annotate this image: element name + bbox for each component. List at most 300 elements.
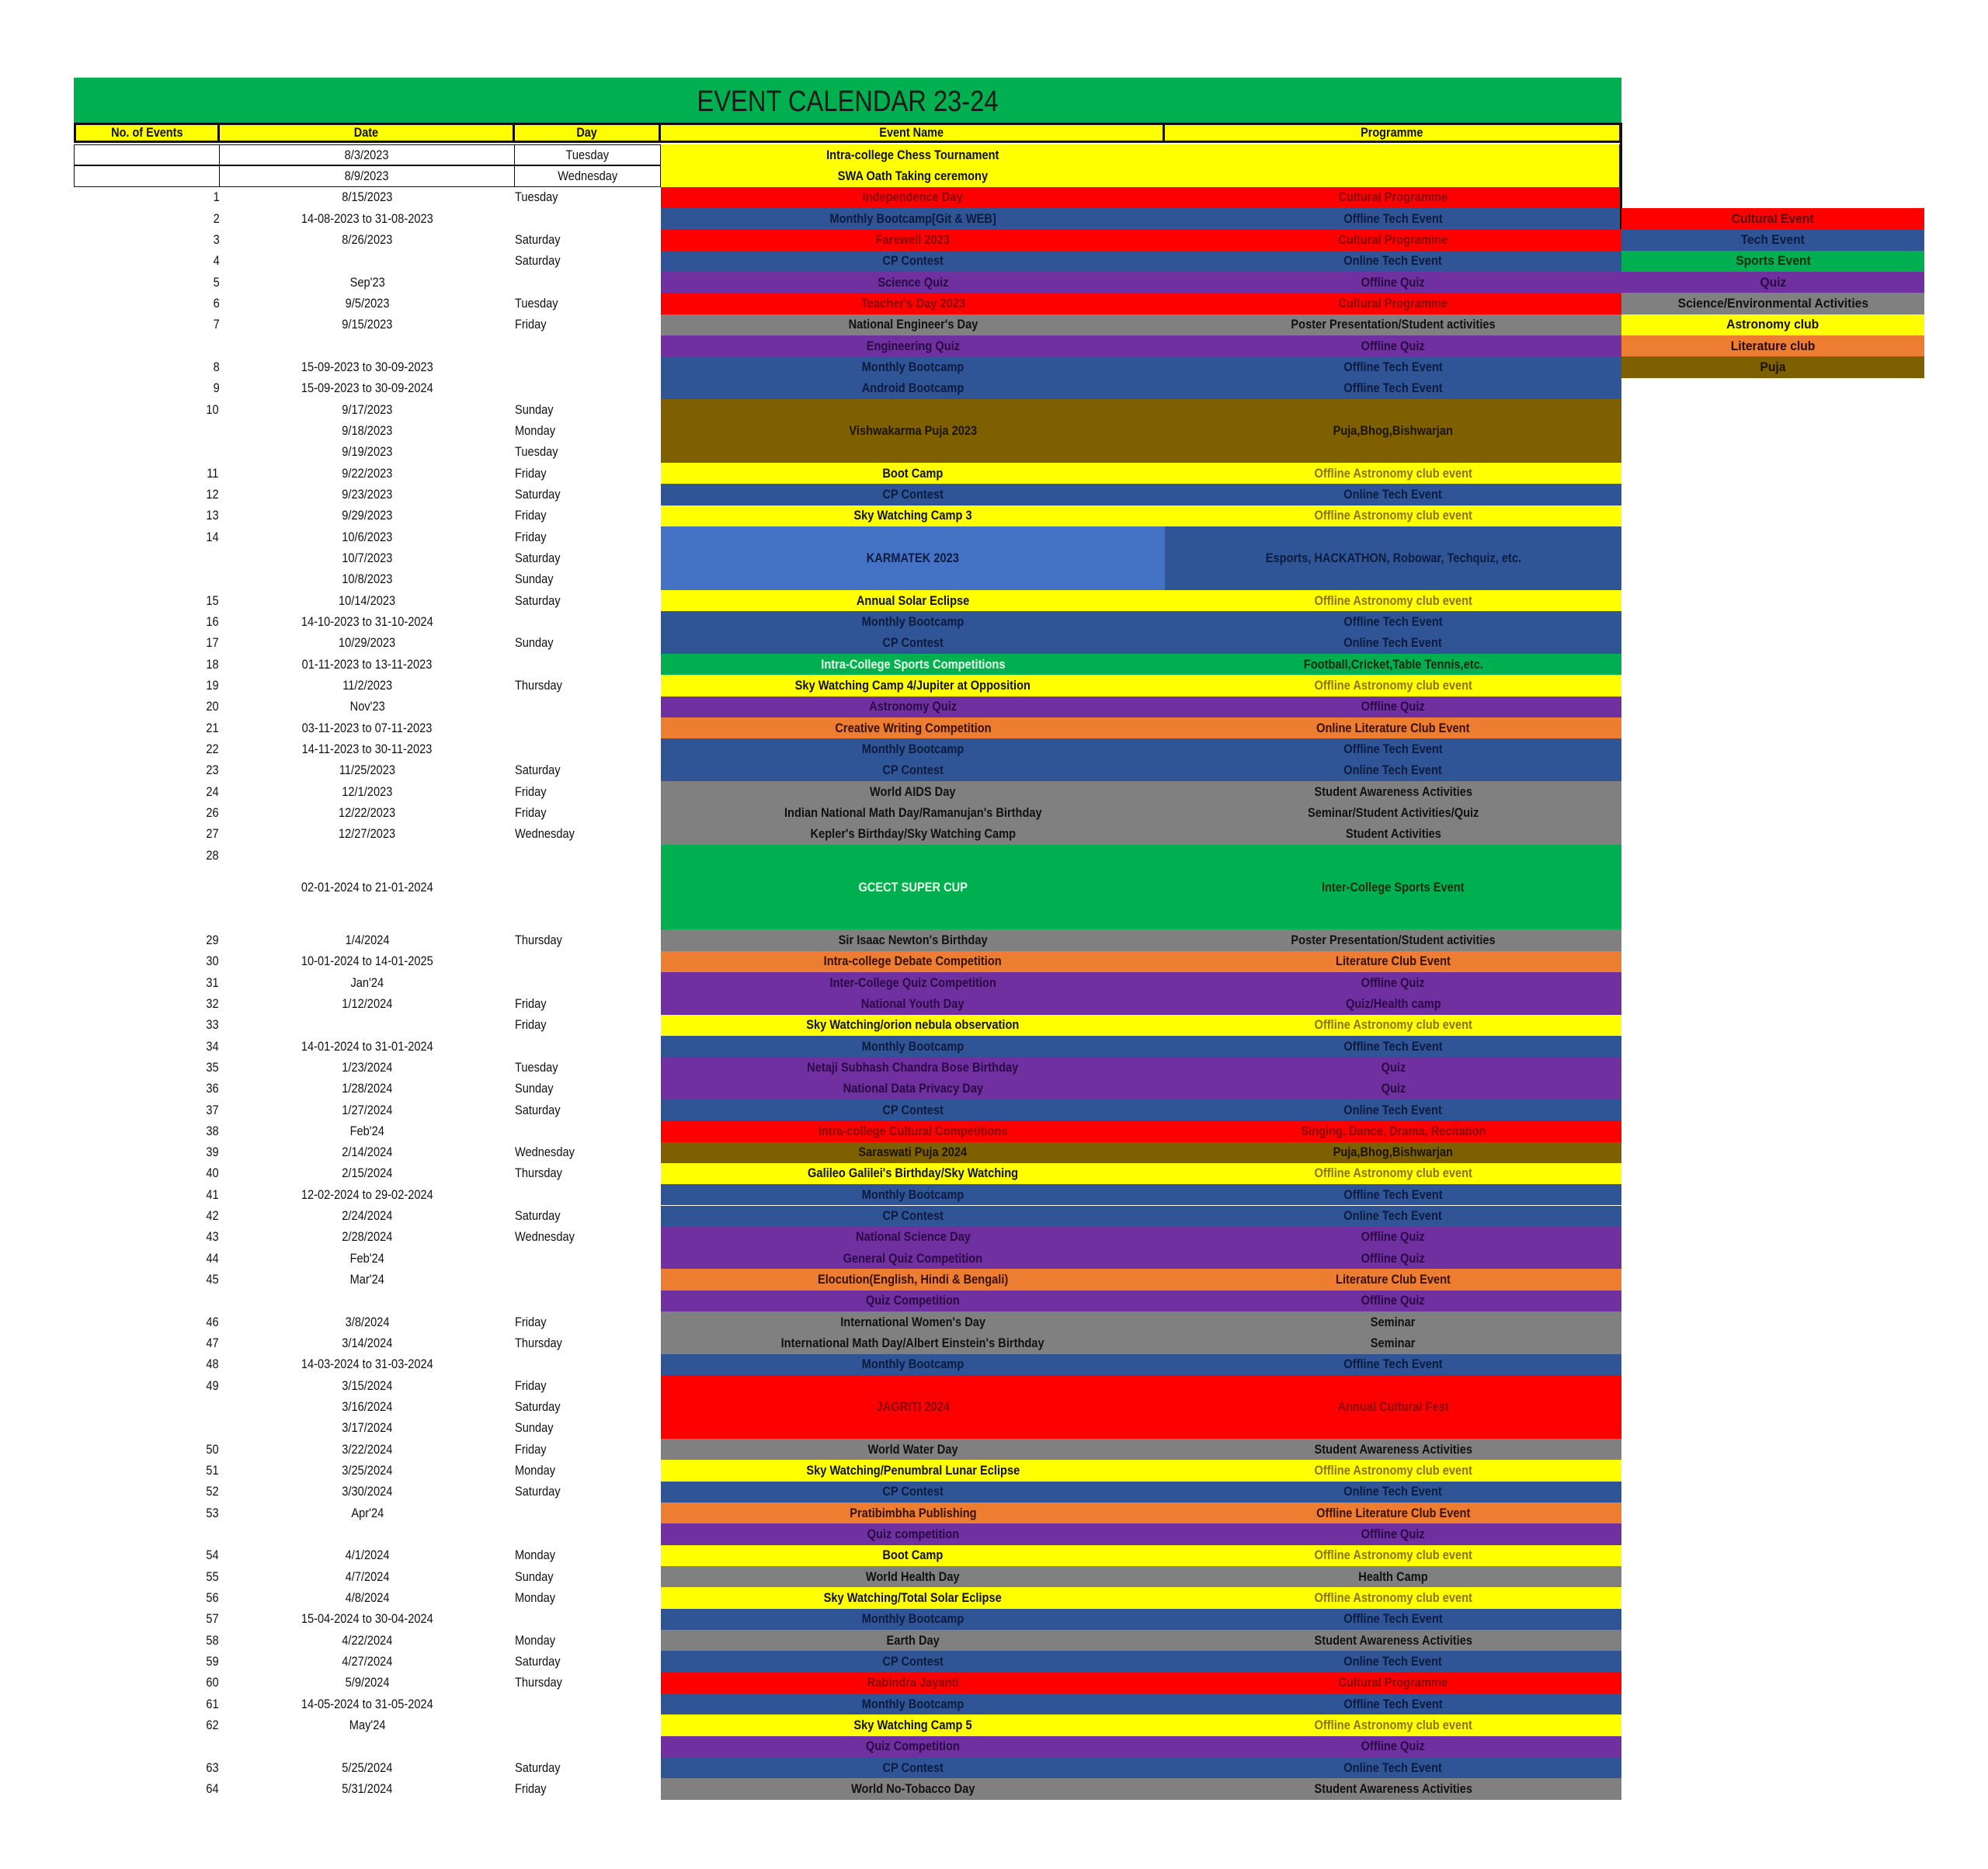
event-name-text: CP Contest bbox=[882, 253, 944, 269]
event-day bbox=[515, 314, 661, 335]
event-day bbox=[515, 165, 661, 186]
event-name bbox=[661, 399, 1165, 463]
event-number bbox=[74, 165, 220, 186]
event-name bbox=[661, 760, 1165, 781]
event-date bbox=[220, 1291, 515, 1311]
event-name-text: National Data Privacy Day bbox=[843, 1081, 983, 1096]
event-programme-text: Online Tech Event bbox=[1343, 1484, 1443, 1499]
event-number bbox=[74, 356, 220, 377]
event-programme bbox=[1165, 505, 1621, 526]
event-day-text: Friday bbox=[515, 783, 547, 799]
legend-item-science bbox=[1621, 293, 1924, 314]
event-name bbox=[661, 1651, 1165, 1672]
event-day bbox=[515, 1694, 661, 1714]
event-programme-text: Singing, Dance, Drama, Recitation bbox=[1300, 1123, 1486, 1138]
event-number-text: 63 bbox=[206, 1760, 219, 1775]
table-row bbox=[0, 1523, 1988, 1544]
event-programme bbox=[1165, 1354, 1621, 1375]
event-programme-text: Inter-College Sports Event bbox=[1322, 879, 1465, 895]
event-programme-text: Offline Tech Event bbox=[1343, 359, 1443, 374]
event-date bbox=[220, 993, 515, 1014]
event-name bbox=[661, 929, 1165, 950]
event-day bbox=[515, 463, 661, 484]
event-date-text: 3/14/2024 bbox=[342, 1336, 393, 1351]
event-name bbox=[661, 1354, 1165, 1375]
event-name bbox=[661, 1248, 1165, 1269]
event-number bbox=[74, 675, 220, 696]
table-row bbox=[0, 1694, 1988, 1714]
event-number-text: 11 bbox=[207, 465, 219, 481]
event-day bbox=[515, 697, 661, 717]
event-name bbox=[661, 675, 1165, 696]
event-date bbox=[220, 420, 515, 441]
event-programme-text: Poster Presentation/Student activities bbox=[1291, 317, 1496, 332]
event-name bbox=[661, 1545, 1165, 1566]
event-number-text: 60 bbox=[206, 1675, 219, 1690]
event-name-text: Monthly Bootcamp bbox=[861, 1696, 964, 1711]
event-number bbox=[74, 1332, 220, 1353]
table-row bbox=[0, 1036, 1988, 1057]
event-programme bbox=[1165, 1163, 1621, 1184]
event-day bbox=[515, 1248, 661, 1269]
event-day-text: Wednesday bbox=[515, 1229, 575, 1245]
event-day-text: Friday bbox=[515, 508, 547, 523]
title-band bbox=[74, 78, 1621, 123]
event-name-text: International Math Day/Albert Einstein's Birthday bbox=[780, 1336, 1044, 1351]
event-day-text: Friday bbox=[515, 317, 547, 332]
event-name bbox=[661, 1311, 1165, 1332]
event-day bbox=[515, 738, 661, 759]
event-date-text: 11/2/2023 bbox=[342, 677, 392, 693]
table-row bbox=[0, 1354, 1988, 1375]
event-number bbox=[74, 972, 220, 993]
event-programme bbox=[1165, 1757, 1621, 1778]
event-day bbox=[515, 1757, 661, 1778]
event-date-text: 9/5/2023 bbox=[345, 295, 390, 311]
table-row bbox=[0, 590, 1988, 611]
event-date bbox=[220, 356, 515, 377]
event-date-text: 1/28/2024 bbox=[342, 1081, 393, 1096]
header-date bbox=[220, 123, 515, 143]
event-name-text: World Health Day bbox=[866, 1569, 960, 1584]
event-name bbox=[661, 1714, 1165, 1735]
event-day bbox=[515, 144, 661, 165]
event-programme bbox=[1165, 1587, 1621, 1608]
event-day-text: Thursday bbox=[515, 677, 562, 693]
table-row bbox=[0, 1311, 1988, 1332]
legend-item-sports bbox=[1621, 251, 1924, 272]
event-day bbox=[515, 526, 661, 547]
event-day bbox=[515, 951, 661, 972]
event-programme bbox=[1165, 611, 1621, 632]
header-day-label: Day bbox=[576, 125, 597, 140]
event-number-text: 51 bbox=[206, 1463, 219, 1478]
event-number bbox=[74, 697, 220, 717]
table-row bbox=[0, 399, 1988, 463]
event-number-text: 23 bbox=[206, 763, 219, 778]
event-number bbox=[74, 208, 220, 229]
event-programme bbox=[1165, 1120, 1621, 1141]
event-date bbox=[220, 1079, 515, 1100]
event-date bbox=[220, 1184, 515, 1205]
event-programme-text: Cultural Programme bbox=[1338, 295, 1448, 311]
event-programme bbox=[1165, 760, 1621, 781]
event-day bbox=[515, 824, 661, 845]
event-day bbox=[515, 1227, 661, 1248]
event-date-text: 02-01-2024 to 21-01-2024 bbox=[301, 879, 433, 895]
event-name bbox=[661, 1757, 1165, 1778]
event-programme bbox=[1165, 1502, 1621, 1523]
event-programme bbox=[1165, 824, 1621, 845]
event-day-text: Friday bbox=[515, 995, 547, 1011]
event-name-text: Quiz Competition bbox=[865, 1739, 961, 1754]
event-name-text: CP Contest bbox=[882, 1654, 944, 1669]
event-programme bbox=[1165, 633, 1621, 654]
event-day-text: Thursday bbox=[515, 1675, 562, 1690]
event-name-text: Monthly Bootcamp bbox=[861, 1611, 964, 1627]
table-row bbox=[0, 633, 1988, 654]
event-programme-text: Student Awareness Activities bbox=[1314, 1781, 1472, 1797]
event-name-text: Sky Watching Camp 5 bbox=[853, 1718, 972, 1733]
event-programme bbox=[1165, 1227, 1621, 1248]
event-name-text: KARMATEK 2023 bbox=[866, 550, 960, 565]
event-number bbox=[74, 1651, 220, 1672]
event-programme bbox=[1165, 1311, 1621, 1332]
event-number bbox=[74, 824, 220, 845]
legend-label: Puja bbox=[1760, 359, 1786, 374]
event-date bbox=[220, 1694, 515, 1714]
event-programme bbox=[1165, 229, 1621, 250]
event-date bbox=[220, 1375, 515, 1396]
event-date bbox=[220, 1248, 515, 1269]
event-date-text: 1/12/2024 bbox=[342, 995, 393, 1011]
event-date-text: 9/23/2023 bbox=[342, 486, 393, 502]
event-number-text: 56 bbox=[206, 1590, 219, 1606]
event-date-text: 12/27/2023 bbox=[339, 826, 396, 842]
event-programme-text: Offline Quiz bbox=[1361, 274, 1426, 290]
table-row bbox=[0, 1545, 1988, 1566]
event-programme bbox=[1165, 144, 1621, 165]
event-date-text: 14-10-2023 to 31-10-2024 bbox=[301, 613, 433, 629]
event-day bbox=[515, 1354, 661, 1375]
event-number bbox=[74, 1375, 220, 1396]
event-number bbox=[74, 1673, 220, 1694]
event-date bbox=[220, 1120, 515, 1141]
event-day bbox=[515, 1396, 661, 1417]
event-programme-text: Offline Astronomy club event bbox=[1314, 592, 1472, 608]
event-name bbox=[661, 1673, 1165, 1694]
event-date-text: 10/14/2023 bbox=[339, 592, 396, 608]
event-day-text: Saturday bbox=[515, 1760, 561, 1775]
event-programme-text: Offline Astronomy club event bbox=[1314, 677, 1472, 693]
event-programme bbox=[1165, 1184, 1621, 1205]
event-programme bbox=[1165, 1100, 1621, 1120]
event-number bbox=[74, 951, 220, 972]
event-day-text: Sunday bbox=[515, 1420, 554, 1436]
event-day bbox=[515, 929, 661, 950]
event-name-text: Monthly Bootcamp bbox=[861, 741, 964, 756]
event-name bbox=[661, 1439, 1165, 1460]
event-number bbox=[74, 251, 220, 272]
event-name bbox=[661, 1142, 1165, 1163]
event-programme-text: Student Activities bbox=[1345, 826, 1441, 842]
event-day bbox=[515, 993, 661, 1014]
table-row bbox=[0, 1778, 1988, 1799]
event-programme-text: Online Tech Event bbox=[1343, 763, 1443, 778]
event-programme bbox=[1165, 293, 1621, 314]
event-number bbox=[74, 1184, 220, 1205]
event-date-text: 10/6/2023 bbox=[342, 529, 393, 544]
event-name bbox=[661, 1630, 1165, 1651]
event-programme-text: Online Tech Event bbox=[1343, 1760, 1443, 1775]
event-day-text: Friday bbox=[515, 529, 547, 544]
event-name bbox=[661, 1291, 1165, 1311]
event-date-text: 4/1/2024 bbox=[345, 1548, 390, 1563]
event-number-text: 16 bbox=[206, 613, 219, 629]
event-date-text: 14-05-2024 to 31-05-2024 bbox=[301, 1696, 433, 1711]
event-day bbox=[515, 675, 661, 696]
event-day bbox=[515, 1630, 661, 1651]
event-programme bbox=[1165, 356, 1621, 377]
event-date-text: Sep'23 bbox=[349, 274, 385, 290]
event-number-text: 49 bbox=[206, 1377, 219, 1393]
event-number bbox=[74, 590, 220, 611]
event-programme-text: Online Tech Event bbox=[1343, 1654, 1443, 1669]
event-date bbox=[220, 697, 515, 717]
event-number-text: 31 bbox=[206, 974, 219, 990]
event-date-text: 1/4/2024 bbox=[345, 932, 390, 947]
event-programme bbox=[1165, 165, 1621, 186]
event-name bbox=[661, 208, 1165, 229]
event-date bbox=[220, 951, 515, 972]
event-number bbox=[74, 1523, 220, 1544]
event-day bbox=[515, 1015, 661, 1036]
event-name-text: Sky Watching Camp 4/Jupiter at Opposition bbox=[794, 677, 1031, 693]
event-day bbox=[515, 1439, 661, 1460]
event-date bbox=[220, 929, 515, 950]
event-name bbox=[661, 1120, 1165, 1141]
event-programme bbox=[1165, 1609, 1621, 1630]
event-name-text: CP Contest bbox=[882, 1102, 944, 1117]
event-date bbox=[220, 505, 515, 526]
event-day bbox=[515, 1651, 661, 1672]
event-number bbox=[74, 1757, 220, 1778]
event-name bbox=[661, 1375, 1165, 1439]
event-programme bbox=[1165, 802, 1621, 823]
event-day bbox=[515, 654, 661, 675]
event-date bbox=[220, 1778, 515, 1799]
event-name-text: Sky Watching Camp 3 bbox=[853, 508, 972, 523]
event-name-text: Earth Day bbox=[886, 1632, 940, 1648]
event-date bbox=[220, 1439, 515, 1460]
event-date bbox=[220, 1100, 515, 1120]
event-name bbox=[661, 293, 1165, 314]
event-date-text: 9/18/2023 bbox=[342, 422, 393, 438]
event-date bbox=[220, 1630, 515, 1651]
event-name bbox=[661, 633, 1165, 654]
event-name-text: Sir Isaac Newton's Birthday bbox=[838, 932, 988, 947]
event-date bbox=[220, 1354, 515, 1375]
event-date-text: 3/17/2024 bbox=[342, 1420, 393, 1436]
event-number bbox=[74, 845, 220, 866]
event-date bbox=[220, 1609, 515, 1630]
event-number-text: 62 bbox=[206, 1718, 219, 1733]
table-row bbox=[0, 1757, 1988, 1778]
event-number-text: 8 bbox=[213, 359, 220, 374]
event-date bbox=[220, 1502, 515, 1523]
event-number bbox=[74, 1291, 220, 1311]
event-number bbox=[74, 633, 220, 654]
event-day-text: Tuesday bbox=[565, 147, 610, 162]
event-name bbox=[661, 463, 1165, 484]
event-name-text: Boot Camp bbox=[882, 465, 944, 481]
header-no-of-events bbox=[74, 123, 220, 143]
event-date-text: 15-04-2024 to 30-04-2024 bbox=[301, 1611, 433, 1627]
table-row bbox=[0, 1269, 1988, 1290]
event-day-text: Sunday bbox=[515, 401, 554, 417]
event-number-text: 4 bbox=[213, 253, 220, 269]
event-name bbox=[661, 165, 1165, 186]
event-day bbox=[515, 1418, 661, 1439]
event-date bbox=[220, 314, 515, 335]
legend-item-astronomy bbox=[1621, 314, 1924, 335]
event-name-text: Sky Watching/orion nebula observation bbox=[806, 1017, 1020, 1033]
event-day-text: Saturday bbox=[515, 1208, 561, 1224]
event-programme-text: Online Tech Event bbox=[1343, 635, 1443, 651]
event-name bbox=[661, 951, 1165, 972]
event-name bbox=[661, 526, 1165, 590]
event-date bbox=[220, 675, 515, 696]
event-day bbox=[515, 1736, 661, 1757]
event-programme-text: Offline Quiz bbox=[1361, 1229, 1426, 1245]
event-programme-text: Student Awareness Activities bbox=[1314, 1632, 1472, 1648]
event-date bbox=[220, 463, 515, 484]
event-date-text: 10-01-2024 to 14-01-2025 bbox=[301, 954, 433, 969]
event-programme bbox=[1165, 1079, 1621, 1100]
event-programme bbox=[1165, 1269, 1621, 1290]
event-programme-text: Cultural Programme bbox=[1338, 231, 1448, 247]
event-programme bbox=[1165, 1015, 1621, 1036]
table-row bbox=[0, 484, 1988, 505]
event-day bbox=[515, 1673, 661, 1694]
event-name bbox=[661, 1736, 1165, 1757]
table-row bbox=[0, 1714, 1988, 1735]
event-number-text: 6 bbox=[213, 295, 220, 311]
event-date-text: 2/15/2024 bbox=[342, 1166, 393, 1181]
table-row bbox=[0, 1439, 1988, 1460]
event-number-text: 59 bbox=[206, 1654, 219, 1669]
event-programme-text: Offline Tech Event bbox=[1343, 613, 1443, 629]
event-date bbox=[220, 1523, 515, 1544]
event-number bbox=[74, 993, 220, 1014]
event-day bbox=[515, 760, 661, 781]
event-name-text: World No-Tobacco Day bbox=[850, 1781, 975, 1797]
table-row bbox=[0, 1142, 1988, 1163]
event-date bbox=[220, 738, 515, 759]
event-number bbox=[74, 463, 220, 484]
event-day bbox=[515, 1206, 661, 1227]
event-number bbox=[74, 378, 220, 399]
event-name-text: Monthly Bootcamp bbox=[861, 1038, 964, 1054]
event-programme-text: Offline Astronomy club event bbox=[1314, 1718, 1472, 1733]
event-day bbox=[515, 272, 661, 293]
event-date-text: 01-11-2023 to 13-11-2023 bbox=[302, 656, 433, 672]
event-number bbox=[74, 717, 220, 738]
event-date bbox=[220, 229, 515, 250]
event-date bbox=[220, 335, 515, 356]
event-name-text: World AIDS Day bbox=[870, 783, 956, 799]
event-date-text: Feb'24 bbox=[349, 1123, 385, 1138]
event-programme-text: Offline Astronomy club event bbox=[1314, 508, 1472, 523]
event-name-text: World Water Day bbox=[867, 1441, 958, 1457]
event-date bbox=[220, 293, 515, 314]
event-date-text: 14-03-2024 to 31-03-2024 bbox=[301, 1357, 433, 1372]
event-name bbox=[661, 654, 1165, 675]
pre-table-row bbox=[0, 165, 1988, 186]
event-name-text: Sky Watching/Penumbral Lunar Eclipse bbox=[806, 1463, 1020, 1478]
event-number bbox=[74, 1311, 220, 1332]
event-day bbox=[515, 1609, 661, 1630]
event-programme-text: Seminar bbox=[1371, 1336, 1416, 1351]
event-date bbox=[220, 1673, 515, 1694]
event-name-text: Indian National Math Day/Ramanujan's Birthday bbox=[784, 804, 1042, 820]
event-number bbox=[74, 781, 220, 802]
event-name bbox=[661, 1227, 1165, 1248]
event-name-text: National Science Day bbox=[855, 1229, 971, 1245]
event-date-text: 12-02-2024 to 29-02-2024 bbox=[301, 1186, 433, 1202]
event-number-text: 18 bbox=[206, 656, 219, 672]
event-date bbox=[220, 1651, 515, 1672]
event-day bbox=[515, 1460, 661, 1481]
event-programme-text: Annual Cultural Fest bbox=[1337, 1399, 1449, 1415]
event-number-text: 13 bbox=[206, 508, 219, 523]
event-date-text: 3/25/2024 bbox=[342, 1463, 393, 1478]
event-day-text: Thursday bbox=[515, 1166, 562, 1181]
event-programme-text: Online Literature Club Event bbox=[1316, 720, 1470, 735]
legend-label: Sports Event bbox=[1735, 253, 1811, 269]
event-day bbox=[515, 1375, 661, 1396]
table-row bbox=[0, 1120, 1988, 1141]
event-name bbox=[661, 972, 1165, 993]
event-day-text: Thursday bbox=[515, 932, 562, 947]
event-day-text: Monday bbox=[515, 1632, 556, 1648]
event-programme-text: Offline Astronomy club event bbox=[1314, 1166, 1472, 1181]
event-name-text: CP Contest bbox=[882, 1484, 944, 1499]
event-date-text: Feb'24 bbox=[349, 1250, 385, 1266]
event-date bbox=[220, 1736, 515, 1757]
event-number-text: 19 bbox=[206, 677, 219, 693]
event-name-text: Farewell 2023 bbox=[875, 231, 951, 247]
event-name-text: Galileo Galilei's Birthday/Sky Watching bbox=[807, 1166, 1019, 1181]
event-programme bbox=[1165, 1206, 1621, 1227]
event-date bbox=[220, 972, 515, 993]
event-day-text: Sunday bbox=[515, 1081, 554, 1096]
event-name-text: Intra-college Debate Competition bbox=[823, 954, 1003, 969]
event-day bbox=[515, 505, 661, 526]
event-day-text: Saturday bbox=[515, 550, 561, 565]
header-programme bbox=[1165, 123, 1621, 143]
header-no-label: No. of Events bbox=[110, 125, 183, 140]
event-name bbox=[661, 484, 1165, 505]
event-name bbox=[661, 1269, 1165, 1290]
event-name-text: Sky Watching/Total Solar Eclipse bbox=[823, 1590, 1003, 1606]
event-programme bbox=[1165, 1142, 1621, 1163]
event-date-text: 3/8/2024 bbox=[345, 1314, 390, 1329]
event-number bbox=[74, 187, 220, 208]
event-number bbox=[74, 1778, 220, 1799]
event-date bbox=[220, 824, 515, 845]
event-number-text: 55 bbox=[206, 1569, 219, 1584]
